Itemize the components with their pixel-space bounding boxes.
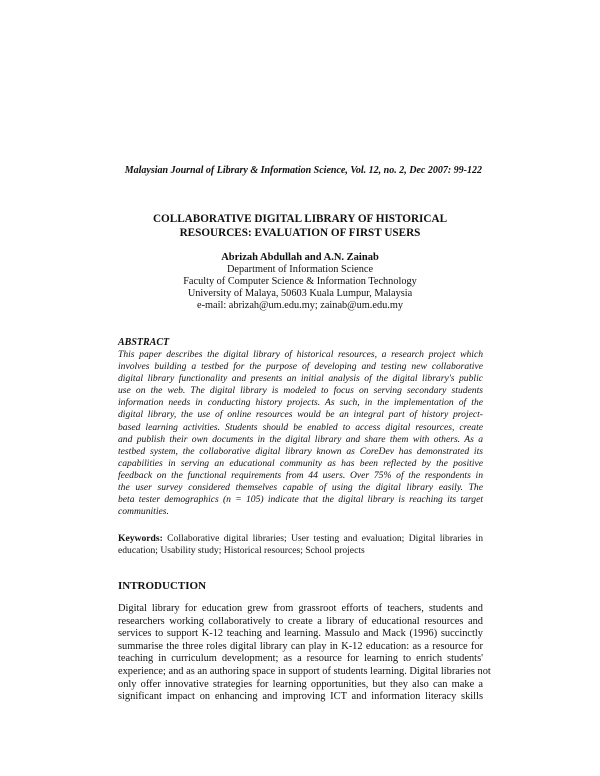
intro-line: summarise the three roles digital library can play in K-12 education: as a resource for	[118, 640, 483, 652]
abstract-line: involves building a testbed for the purpose of developing and testing new collaborative	[118, 361, 483, 373]
abstract-line: feedback on the functional requirements from 44 users. Over 75% of the respondents in	[118, 469, 483, 481]
intro-line: services to support K-12 teaching and learning. Massulo and Mack (1996) succinctly	[118, 628, 483, 640]
abstract-line: beta tester demographics (n = 105) indicate that the digital library is reaching its target	[118, 494, 483, 506]
intro-line: significant impact on enhancing and improving ICT and information literacy skills	[118, 691, 483, 703]
abstract-line: and publish their own documents in the digital library and share them with others. As a	[118, 433, 483, 445]
author-affiliation	[118, 264, 482, 312]
abstract-line: use on the web. The digital library is modeled to focus on serving secondary students	[118, 385, 483, 397]
keywords-text: Collaborative digital libraries; User testing and evaluation; Digital libraries in	[167, 533, 483, 544]
affiliation-faculty: Faculty of Computer Science & Information Technology	[183, 276, 417, 287]
author-names: Abrizah Abdullah and A.N. Zainab	[221, 252, 379, 263]
affiliation-department: Department of Information Science	[226, 264, 374, 275]
abstract-line: This paper describes the digital library of historical resources, a research project which	[118, 349, 483, 360]
affiliation-university: University of Malaya, 50603 Kuala Lumpur, Malaysia	[187, 288, 413, 299]
abstract-line: digital library functionality and presents an initial analysis of the digital library's public	[118, 373, 483, 385]
keywords-block	[118, 533, 483, 557]
introduction-text	[118, 603, 491, 704]
keywords-label: Keywords:	[118, 533, 163, 544]
abstract-text	[118, 349, 483, 518]
title-line: COLLABORATIVE DIGITAL LIBRARY OF HISTORICAL	[152, 213, 448, 225]
keywords-text-continued: education; Usability study; Historical resources; School projects	[118, 545, 365, 556]
abstract-line: the user survey considered themselves capable of using the digital library easily. The	[118, 482, 483, 494]
intro-line: teaching in curriculum development; as a resource for learning to enrich students'	[118, 653, 483, 665]
abstract-line: capabilities in serving an educational community as has been reflected by the positive	[118, 457, 483, 469]
abstract-line: digital library, the use of online resources would be an integral part of history project-	[118, 409, 483, 421]
abstract-line: communities.	[118, 506, 169, 518]
intro-line: Digital library for education grew from grassroot efforts of teachers, students and	[118, 603, 483, 614]
abstract-heading: ABSTRACT	[118, 337, 170, 348]
introduction-heading: INTRODUCTION	[118, 580, 207, 592]
affiliation-email: e-mail: abrizah@um.edu.my; zainab@um.edu.my	[197, 300, 403, 311]
abstract-line: information needs in conducting history projects. As such, in the implementation of the	[118, 397, 483, 409]
intro-line: only offer innovative strategies for learning opportunities, but they also can make a	[118, 678, 483, 690]
abstract-line: based learning activities. Students should be enabled to access digital resources, create	[118, 421, 483, 433]
intro-line: researchers working collaboratively to create a library of educational resources and	[118, 615, 483, 627]
paper-title	[118, 212, 482, 240]
abstract-line: testbed system, the collaborative digital library known as CoreDev has demonstrated its	[118, 445, 483, 457]
title-line: RESOURCES: EVALUATION OF FIRST USERS	[179, 227, 421, 239]
intro-line: experience; and as an authoring space in support of students learning. Digital libraries not	[118, 665, 491, 677]
journal-running-head: Malaysian Journal of Library & Information Science, Vol. 12, no. 2, Dec 2007: 99-122	[124, 165, 482, 176]
